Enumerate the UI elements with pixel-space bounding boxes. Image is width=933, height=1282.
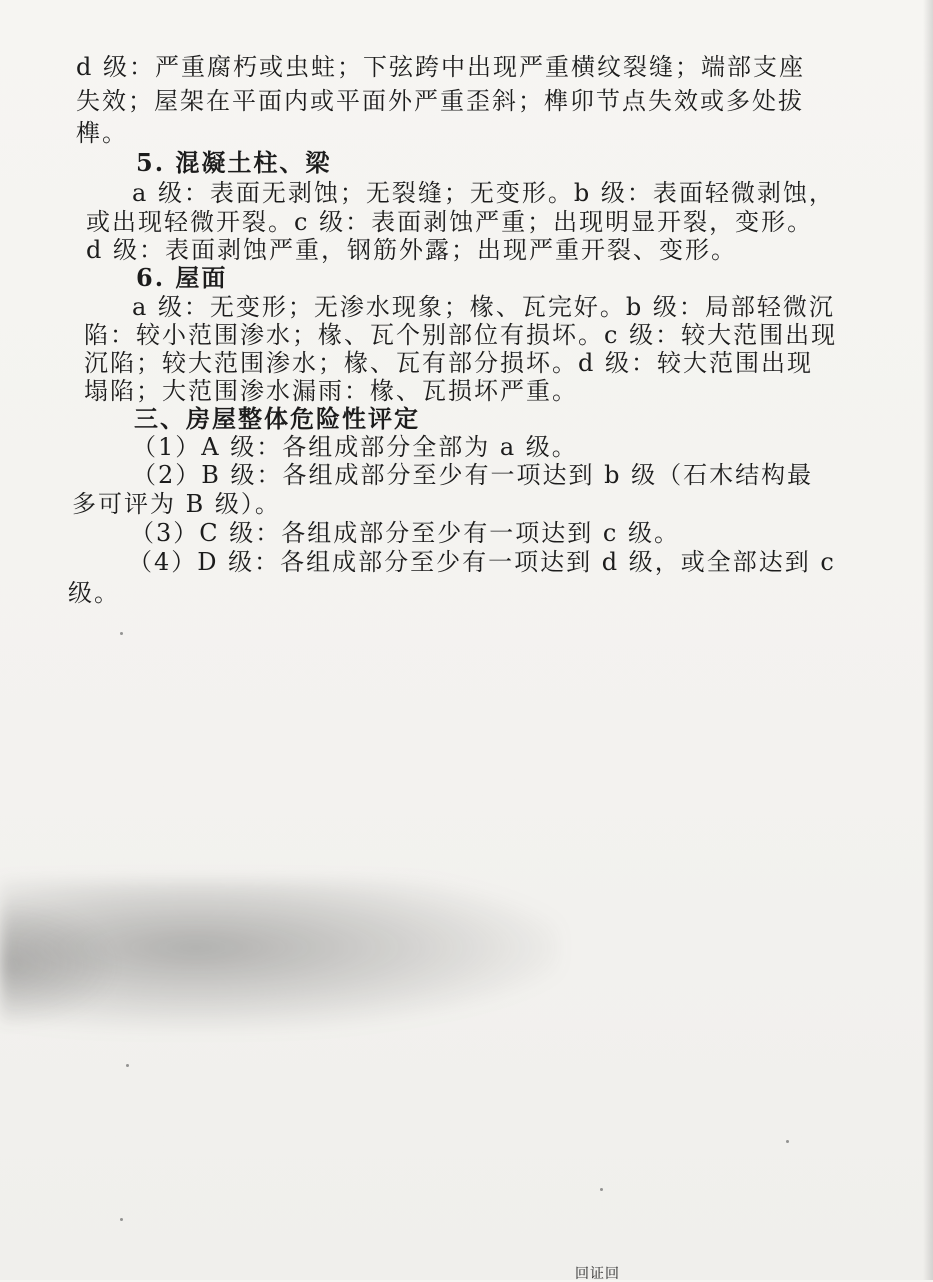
shadow-blur-edge xyxy=(0,900,120,1030)
text-line: 多可评为 B 级）。 xyxy=(72,490,281,518)
text-line: d 级：严重腐朽或虫蛀；下弦跨中出现严重横纹裂缝；端部支座 xyxy=(76,53,805,81)
text-line: （3）C 级：各组成部分至少有一项达到 c 级。 xyxy=(130,519,680,547)
text-line: （2）B 级：各组成部分至少有一项达到 b 级（石木结构最 xyxy=(132,461,814,489)
section-heading: 6. 屋面 xyxy=(136,263,228,292)
paper-speck xyxy=(600,1188,603,1191)
text-line: 失效；屋架在平面内或平面外严重歪斜；榫卯节点失效或多处拔 xyxy=(76,87,804,115)
text-line: 或出现轻微开裂。c 级：表面剥蚀严重；出现明显开裂，变形。 xyxy=(86,208,814,236)
text-line: d 级：表面剥蚀严重，钢筋外露；出现严重开裂、变形。 xyxy=(86,236,737,264)
paper-speck xyxy=(120,632,123,635)
text-line: a 级：无变形；无渗水现象；椽、瓦完好。b 级：局部轻微沉 xyxy=(132,293,835,321)
text-line: a 级：表面无剥蚀；无裂缝；无变形。b 级：表面轻微剥蚀， xyxy=(132,179,835,207)
section-heading: 三、房屋整体危险性评定 xyxy=(134,404,420,433)
text-line: 塌陷；大范围渗水漏雨：椽、瓦损坏严重。 xyxy=(84,377,578,405)
text-line: 沉陷；较大范围渗水；椽、瓦有部分损坏。d 级：较大范围出现 xyxy=(84,349,813,377)
page-edge-shadow xyxy=(923,0,933,1280)
paper-speck xyxy=(786,1140,789,1143)
paper-speck xyxy=(126,1064,129,1067)
text-line: 陷：较小范围渗水；椽、瓦个别部位有损坏。c 级：较大范围出现 xyxy=(84,321,838,349)
text-line: 级。 xyxy=(68,579,120,607)
text-line: 榫。 xyxy=(76,119,128,147)
footer-mark: 回证回 xyxy=(575,1266,620,1282)
text-line: （1）A 级：各组成部分全部为 a 级。 xyxy=(132,433,578,461)
section-heading: 5. 混凝土柱、梁 xyxy=(136,148,332,177)
text-line: （4）D 级：各组成部分至少有一项达到 d 级，或全部达到 c xyxy=(128,548,836,576)
paper-speck xyxy=(120,1218,123,1221)
